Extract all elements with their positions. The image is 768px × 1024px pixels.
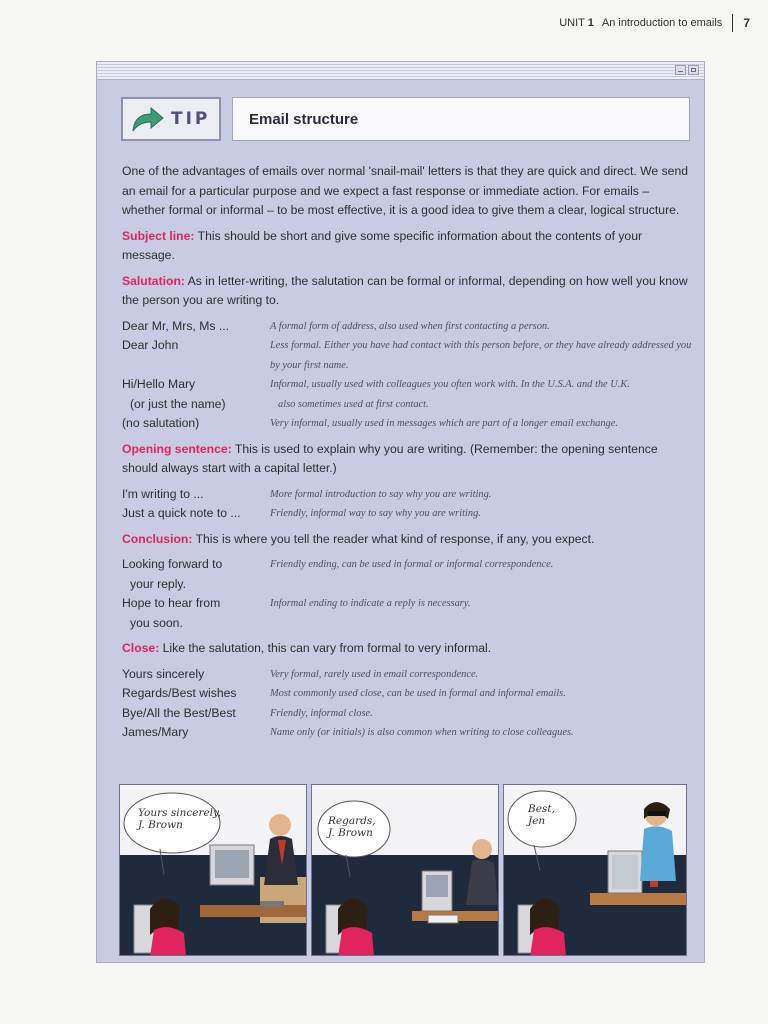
maximize-icon xyxy=(688,65,699,75)
conclusion-paragraph xyxy=(122,530,692,550)
opening-text: This is used to explain why you are writing. (Remember: the opening sentence should always start with a capital letter.) xyxy=(122,441,658,475)
tip-window xyxy=(96,61,705,963)
cartoon-illustration xyxy=(312,785,499,956)
example-term: Bye/All the Best/Best xyxy=(122,705,236,720)
example-note: Name only (or initials) is also common when writing to close colleagues. xyxy=(270,727,574,738)
cartoon-panel-informal xyxy=(503,784,687,956)
example-row xyxy=(122,575,692,595)
bubble-line-2: Jen xyxy=(528,815,546,827)
salutation-examples xyxy=(122,317,692,434)
example-term: Looking forward to xyxy=(122,557,223,571)
curved-arrow-icon xyxy=(129,104,165,134)
cartoon-strip xyxy=(119,784,687,956)
close-keyword: Close: xyxy=(122,641,160,655)
conclusion-examples xyxy=(122,555,692,633)
bubble-line-2: J. Brown xyxy=(138,819,183,831)
example-term: Yours sincerely xyxy=(122,666,205,681)
salutation-text: As in letter-writing, the salutation can be formal or informal, depending on how well you know the person you are writing to. xyxy=(122,273,688,307)
minimize-icon xyxy=(675,65,686,75)
example-term: (or just the name) xyxy=(130,396,226,411)
example-note: More formal introduction to say why you are writing. xyxy=(270,488,492,500)
close-paragraph xyxy=(122,639,692,659)
example-term: (no salutation) xyxy=(122,416,200,430)
bubble-text xyxy=(328,815,376,839)
example-row xyxy=(122,555,692,575)
bubble-line-1: Best, xyxy=(528,803,555,815)
example-note: Informal ending to indicate a reply is necessary. xyxy=(270,598,471,609)
example-term: Dear Mr, Mrs, Ms ... xyxy=(122,318,229,333)
unit-title: An introduction to emails xyxy=(601,17,723,29)
close-examples xyxy=(122,665,692,743)
example-term: I'm writing to ... xyxy=(122,486,204,501)
tip-badge xyxy=(121,97,221,141)
example-note: also sometimes used at first contact. xyxy=(278,398,429,410)
example-row xyxy=(122,395,692,415)
example-term: Just a quick note to ... xyxy=(122,506,241,520)
conclusion-text: This is where you tell the reader what kind of response, if any, you expect. xyxy=(192,531,595,546)
example-term: James/Mary xyxy=(122,725,189,739)
page-number: 7 xyxy=(743,16,750,30)
example-term: you soon. xyxy=(130,615,183,630)
example-note: A formal form of address, also used when first contacting a person. xyxy=(270,320,550,332)
example-term: Dear John xyxy=(122,338,179,352)
example-note: Friendly, informal way to say why you are writing. xyxy=(270,508,481,519)
running-head-divider xyxy=(732,14,733,32)
example-term: Regards/Best wishes xyxy=(122,686,237,700)
conclusion-keyword: Conclusion: xyxy=(122,531,193,546)
window-titlebar xyxy=(97,62,704,80)
subject-text: This should be short and give some specific information about the contents of your message. xyxy=(122,228,643,262)
bubble-text xyxy=(138,807,221,831)
subject-keyword: Subject line: xyxy=(122,228,195,243)
example-note: Friendly ending, can be used in formal or informal correspondence. xyxy=(270,559,554,570)
example-row xyxy=(122,336,692,375)
bubble-text xyxy=(528,803,555,827)
cartoon-panel-formal xyxy=(119,784,307,956)
example-note: Friendly, informal close. xyxy=(270,707,373,719)
example-row xyxy=(122,723,692,743)
bubble-line-2: J. Brown xyxy=(328,827,373,839)
intro-paragraph: One of the advantages of emails over normal 'snail-mail' letters is that they are quick and direct. We send an email for a particular purpose and we expect a fast response or immediate action. For emails – whether formal or informal – to be most effective, it is a good idea to give them a clear, logical structure. xyxy=(122,164,689,217)
example-row xyxy=(122,614,692,634)
example-row xyxy=(122,485,692,505)
example-row xyxy=(122,704,692,724)
example-note: Very informal, usually used in messages which are part of a longer email exchange. xyxy=(270,418,618,429)
example-term: Hi/Hello Mary xyxy=(122,377,196,391)
example-row xyxy=(122,414,692,434)
example-note: Most commonly used close, can be used in formal and informal emails. xyxy=(270,688,566,699)
cartoon-panel-regards xyxy=(311,784,499,956)
opening-keyword: Opening sentence: xyxy=(122,441,232,456)
unit-label: UNIT 1 xyxy=(559,17,594,29)
bubble-line-1: Regards, xyxy=(328,815,376,827)
example-note xyxy=(278,614,692,634)
title-box xyxy=(232,97,690,141)
salutation-keyword: Salutation: xyxy=(122,273,185,288)
example-note xyxy=(278,575,692,595)
example-row xyxy=(122,317,692,337)
opening-examples xyxy=(122,485,692,524)
example-row xyxy=(122,594,692,614)
running-head xyxy=(559,14,750,32)
example-note: Less formal. Either you have had contact with this person before, or they have already addressed you by your first name. xyxy=(270,340,692,371)
bubble-line-1: Yours sincerely, xyxy=(138,807,221,819)
opening-paragraph xyxy=(122,440,692,479)
example-note: Very formal, rarely used in email correspondence. xyxy=(270,668,479,680)
example-note: Informal, usually used with colleagues you often work with. In the U.S.A. and the U.K. xyxy=(270,379,630,390)
example-row xyxy=(122,504,692,524)
close-text: Like the salutation, this can vary from formal to very informal. xyxy=(159,641,492,655)
subject-paragraph xyxy=(122,227,692,266)
example-term: Hope to hear from xyxy=(122,596,221,610)
example-row xyxy=(122,684,692,704)
tip-content xyxy=(122,162,692,749)
example-row xyxy=(122,665,692,685)
example-term: your reply. xyxy=(130,576,186,591)
example-row xyxy=(122,375,692,395)
section-title: Email structure xyxy=(249,110,359,128)
tip-label: TIP xyxy=(171,109,211,129)
salutation-paragraph xyxy=(122,272,692,311)
